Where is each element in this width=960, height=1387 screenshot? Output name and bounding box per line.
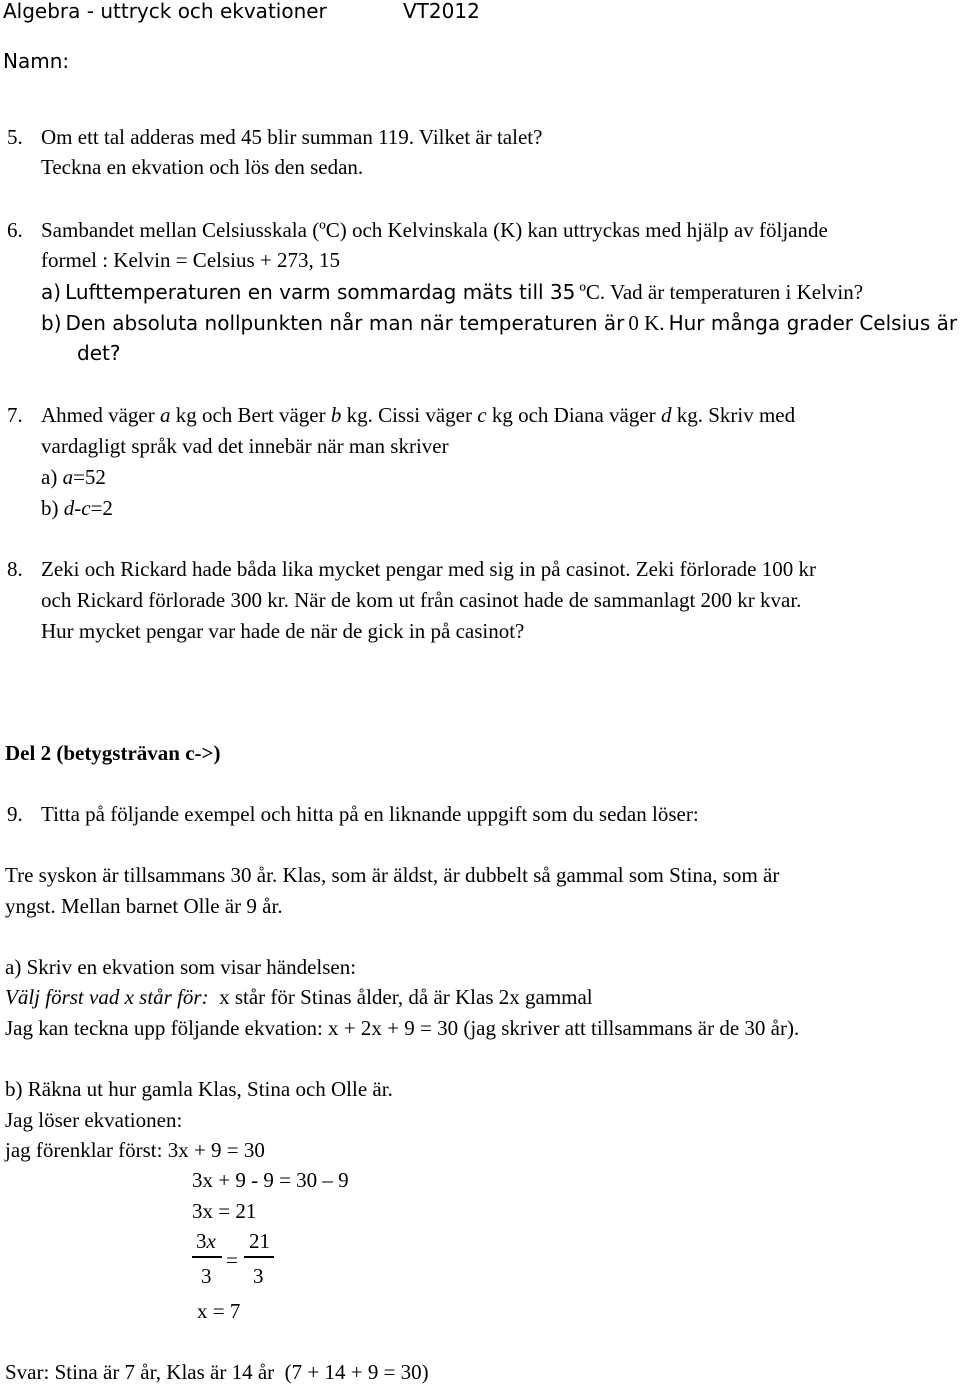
question-7b: b) d-c=2	[41, 496, 113, 520]
question-7-line-1: Ahmed väger a kg och Bert väger b kg. Cissi väger c kg och Diana väger d kg. Skriv med	[41, 403, 796, 427]
name-label: Namn:	[3, 49, 70, 73]
question-8-line-2: och Rickard förlorade 300 kr. När de kom ut från casinot hade de sammanlagt 200 kr kvar.	[41, 588, 802, 612]
term-label: VT2012	[403, 0, 480, 23]
question-8-line-1: Zeki och Rickard hade båda lika mycket pengar med sig in på casinot. Zeki förlorade 100 kr	[41, 557, 816, 581]
question-6b-line-2: det?	[77, 341, 121, 365]
fraction-right-numerator: 21	[249, 1229, 270, 1253]
question-9-line-1: Titta på följande exempel och hitta på en liknande uppgift som du sedan löser:	[41, 802, 699, 826]
question-9-number: 9.	[7, 802, 23, 826]
part-a-variable-choice: Välj först vad x står för: x står för Stinas ålder, då är Klas 2x gammal	[5, 985, 593, 1009]
document-title: Algebra - uttryck och ekvationer	[3, 0, 327, 23]
question-7a: a) a=52	[41, 465, 106, 489]
solution-result: x = 7	[197, 1299, 241, 1323]
part-b-line-1: Jag löser ekvationen:	[5, 1108, 183, 1132]
question-5-line-2: Teckna en ekvation och lös den sedan.	[41, 155, 364, 179]
fraction-left-bar	[192, 1256, 222, 1258]
fraction-right-denominator: 3	[253, 1264, 264, 1288]
question-5-line-1: Om ett tal adderas med 45 blir summan 119. Vilket är talet?	[41, 125, 543, 149]
solution-step-2: 3x = 21	[192, 1199, 257, 1223]
question-8-line-3: Hur mycket pengar var hade de när de gick in på casinot?	[41, 619, 525, 643]
question-6-number: 6.	[7, 218, 23, 242]
question-6-line-2: formel : Kelvin = Celsius + 273, 15	[41, 248, 340, 272]
fraction-equals-sign: =	[226, 1248, 238, 1272]
example-line-2: yngst. Mellan barnet Olle är 9 år.	[5, 894, 283, 918]
example-line-1: Tre syskon är tillsammans 30 år. Klas, som är äldst, är dubbelt så gammal som Stina, som är	[5, 863, 780, 887]
question-6b: b) Den absoluta nollpunkten når man när temperaturen är 0 K. Hur många grader Celsius är	[41, 311, 958, 335]
part-b-heading: b) Räkna ut hur gamla Klas, Stina och Olle är.	[5, 1077, 393, 1101]
question-8-number: 8.	[7, 557, 23, 581]
fraction-left-numerator: 3x	[196, 1229, 216, 1253]
part-b-line-2: jag förenklar först: 3x + 9 = 30	[5, 1138, 265, 1162]
fraction-right-bar	[244, 1256, 274, 1258]
part-a-heading: a) Skriv en ekvation som visar händelsen:	[5, 955, 357, 979]
solution-step-1: 3x + 9 - 9 = 30 – 9	[192, 1168, 349, 1192]
question-7-line-2: vardagligt språk vad det innebär när man skriver	[41, 434, 449, 458]
section-heading-del-2: Del 2 (betygsträvan c->)	[5, 741, 221, 765]
question-6a: a) Lufttemperaturen en varm sommardag mäts till 35 ºC. Vad är temperaturen i Kelvin?	[41, 280, 864, 304]
question-6-line-1: Sambandet mellan Celsiusskala (ºC) och Kelvinskala (K) kan uttryckas med hjälp av följande	[41, 218, 828, 242]
fraction-left-denominator: 3	[201, 1264, 212, 1288]
question-7-number: 7.	[7, 403, 23, 427]
question-5-number: 5.	[7, 125, 23, 149]
part-a-equation: Jag kan teckna upp följande ekvation: x + 2x + 9 = 30 (jag skriver att tillsammans är de 30 år).	[5, 1016, 800, 1040]
answer-line: Svar: Stina är 7 år, Klas är 14 år (7 + 14 + 9 = 30)	[5, 1360, 429, 1384]
